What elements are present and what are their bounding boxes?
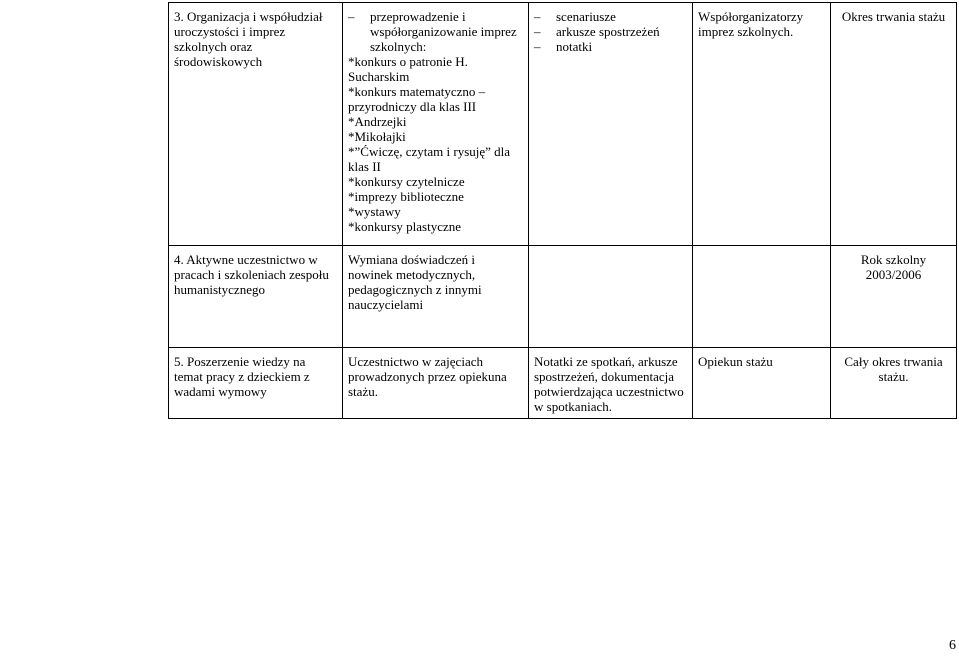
task-cell [169, 246, 343, 348]
method-cell: Wymiana doświadczeń i nowinek metodycznych, pedagogicznych z innymi nauczycielami [343, 246, 529, 348]
dash-mark: – [534, 9, 541, 24]
term-cell: Rok szkolny 2003/2006 [831, 246, 957, 348]
table-row [169, 246, 957, 348]
list-item: *Andrzejki [348, 114, 407, 129]
term-cell: Okres trwania stażu [831, 3, 957, 246]
list-item: – notatki [534, 39, 593, 54]
list-item: *”Ćwiczę, czytam i rysuję” dla klas II [348, 144, 511, 174]
list-item: *wystawy [348, 204, 401, 219]
page-number: 6 [949, 638, 956, 653]
task-number: 4. [174, 252, 184, 267]
evidence-cell [529, 3, 693, 246]
task-cell [169, 348, 343, 419]
method-cell [343, 3, 529, 246]
task-text: Organizacja i współudział uroczystości i imprez szkolnych oraz środowiskowych [174, 9, 323, 69]
list-item: *Mikołajki [348, 129, 406, 144]
task-number: 5. [174, 354, 184, 369]
list-item: – przeprowadzenie i współorganizowanie imprez szkolnych: [348, 9, 517, 54]
list-item: *konkurs o patronie H. Sucharskim [348, 54, 468, 84]
dash-mark: – [348, 9, 355, 24]
partner-cell [693, 246, 831, 348]
task-text: Poszerzenie wiedzy na temat pracy z dzieckiem z wadami wymowy [174, 354, 310, 399]
dash-mark: – [534, 39, 541, 54]
list-item: – arkusze spostrzeżeń [534, 24, 660, 39]
partner-cell: Opiekun stażu [693, 348, 831, 419]
list-item: *imprezy biblioteczne [348, 189, 464, 204]
dash-list [534, 9, 687, 54]
plan-table [168, 2, 957, 419]
dash-list [348, 9, 523, 54]
list-item: *konkurs matematyczno – przyrodniczy dla klas III [348, 84, 486, 114]
method-cell: Uczestnictwo w zajęciach prowadzonych przez opiekuna stażu. [343, 348, 529, 419]
partner-cell: Współorganizatorzy imprez szkolnych. [693, 3, 831, 246]
task-number: 3. [174, 9, 184, 24]
list-item: *konkursy plastyczne [348, 219, 462, 234]
list-item: *konkursy czytelnicze [348, 174, 465, 189]
list-item: – scenariusze [534, 9, 616, 24]
table-row [169, 3, 957, 246]
evidence-cell [529, 246, 693, 348]
task-text: Aktywne uczestnictwo w pracach i szkoleniach zespołu humanistycznego [174, 252, 329, 297]
table-row [169, 348, 957, 419]
evidence-cell: Notatki ze spotkań, arkusze spostrzeżeń, dokumentacja potwierdzająca uczestnictwo w spotkaniach. [529, 348, 693, 419]
term-cell: Cały okres trwania stażu. [831, 348, 957, 419]
dash-mark: – [534, 24, 541, 39]
task-cell [169, 3, 343, 246]
